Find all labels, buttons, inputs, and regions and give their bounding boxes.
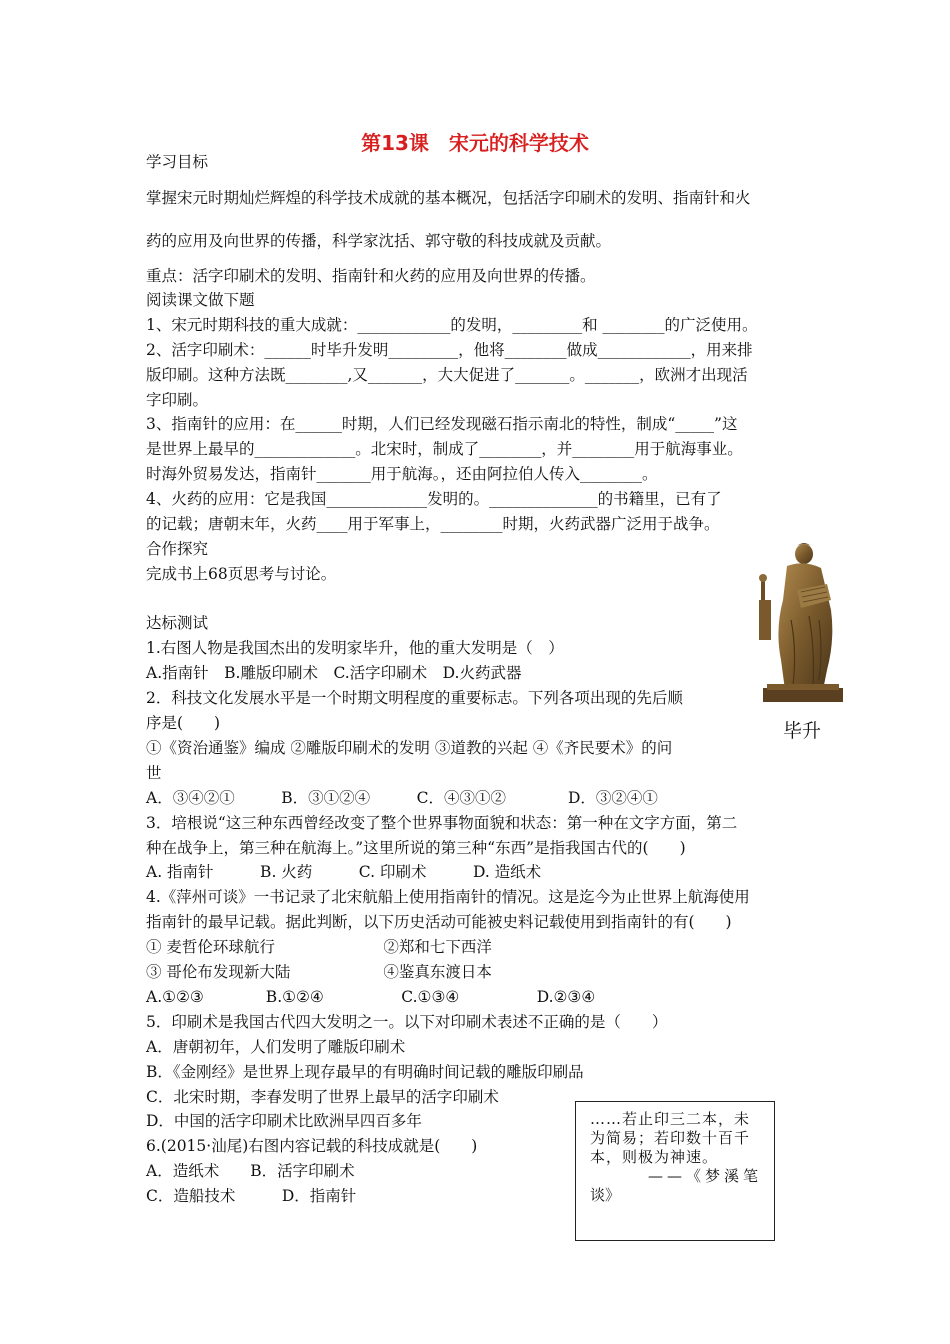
- bisheng-statue-image: [757, 540, 847, 702]
- test-question: 世: [146, 764, 162, 782]
- figure-caption: 毕升: [783, 720, 822, 742]
- coop-text: 完成书上68页思考与讨论。: [146, 565, 337, 583]
- test-options: A. 指南针 B. 火药 C. 印刷术 D. 造纸术: [146, 863, 542, 881]
- test-question: 1.右图人物是我国杰出的发明家毕升，他的重大发明是（ ）: [146, 639, 564, 657]
- quote-source-tail: 谈》: [590, 1186, 621, 1204]
- test-question: 种在战争上，第三种在航海上。”这里所说的第三种“东西”是指我国古代的( ): [146, 839, 686, 857]
- question-line: 4、火药的应用：它是我国_____________发明的。______________的书籍里，已有了: [146, 490, 722, 508]
- test-question: 指南针的最早记载。据此判断，以下历史活动可能被史料记载使用到指南针的有( ): [146, 913, 732, 931]
- read-heading: 阅读课文做下题: [146, 291, 255, 309]
- test-question: 6.(2015·汕尾)右图内容记载的科技成就是( ): [146, 1137, 478, 1155]
- test-heading: 达标测试: [146, 614, 209, 632]
- test-options: A.指南针 B.雕版印刷术 C.活字印刷术 D.火药武器: [146, 664, 522, 682]
- test-options: A．唐朝初年，人们发明了雕版印刷术: [146, 1038, 406, 1056]
- question-line: 字印刷。: [146, 391, 209, 409]
- quote-text: ……若止印三二本，未为简易；若印数十百千本，则极为神速。: [590, 1110, 751, 1166]
- coop-heading: 合作探究: [146, 540, 209, 558]
- goals-heading: 学习目标: [146, 153, 209, 171]
- question-line: 的记载；唐朝末年，火药____用于军事上，________时期，火药武器广泛用于战争。: [146, 515, 720, 533]
- key-point: 重点：活字印刷术的发明、指南针和火药的应用及向世界的传播。: [146, 267, 596, 285]
- lesson-title: 第13课 宋元的科学技术: [361, 131, 589, 155]
- test-options: A．造纸术 B．活字印刷术: [146, 1162, 355, 1180]
- test-question: 3．培根说“这三种东西曾经改变了整个世界事物面貌和状态：第一种在文字方面，第二: [146, 814, 738, 832]
- question-line: 版印刷。这种方法既________,又_______，大大促进了_______。_______，欧洲才出现活: [146, 366, 748, 384]
- question-line: 3、指南针的应用：在______时期，人们已经发现磁石指示南北的特性，制成“_____”这: [146, 415, 738, 433]
- question-line: 是世界上最早的_____________。北宋时，制成了________，并________用于航海事业。: [146, 440, 743, 458]
- quote-source: ——《梦溪笔: [647, 1167, 762, 1185]
- test-options: A.①②③ B.①②④ C.①③④ D.②③④: [146, 988, 596, 1006]
- test-question: ① 麦哲伦环球航行 ②郑和七下西洋: [146, 938, 492, 956]
- test-question: 序是( ): [146, 714, 221, 732]
- test-options: A．③④②① B．③①②④ C．④③①② D．③②④①: [146, 789, 658, 807]
- test-options: C．造船技术 D．指南针: [146, 1187, 357, 1205]
- test-question: 4.《萍州可谈》一书记录了北宋航船上使用指南针的情况。这是迄今为止世界上航海使用: [146, 888, 750, 906]
- test-question: 5．印刷术是我国古代四大发明之一。以下对印刷术表述不正确的是（ ）: [146, 1013, 668, 1031]
- test-options: B．《金刚经》是世界上现存最早的有明确时间记载的雕版印刷品: [146, 1063, 584, 1081]
- goal-line: 药的应用及向世界的传播，科学家沈括、郭守敬的科技成就及贡献。: [146, 232, 612, 250]
- question-line: 2、活字印刷术：______时毕升发明_________，他将________做成____________，用来排: [146, 341, 753, 359]
- test-question: ①《资治通鉴》编成 ②雕版印刷术的发明 ③道教的兴起 ④《齐民要术》的问: [146, 739, 673, 757]
- test-options: C．北宋时期，李春发明了世界上最早的活字印刷术: [146, 1088, 499, 1106]
- test-options: D．中国的活字印刷术比欧洲早四百多年: [146, 1112, 422, 1130]
- goal-line: 掌握宋元时期灿烂辉煌的科学技术成就的基本概况，包括活字印刷术的发明、指南针和火: [146, 189, 751, 207]
- quote-box: [575, 1101, 775, 1241]
- question-line: 1、宋元时期科技的重大成就：____________的发明，_________和 ________的广泛使用。: [146, 316, 758, 334]
- test-question: 2．科技文化发展水平是一个时期文明程度的重要标志。下列各项出现的先后顺: [146, 689, 683, 707]
- question-line: 时海外贸易发达，指南针_______用于航海。，还由阿拉伯人传入________。: [146, 465, 658, 483]
- test-question: ③ 哥伦布发现新大陆 ④鉴真东渡日本: [146, 963, 492, 981]
